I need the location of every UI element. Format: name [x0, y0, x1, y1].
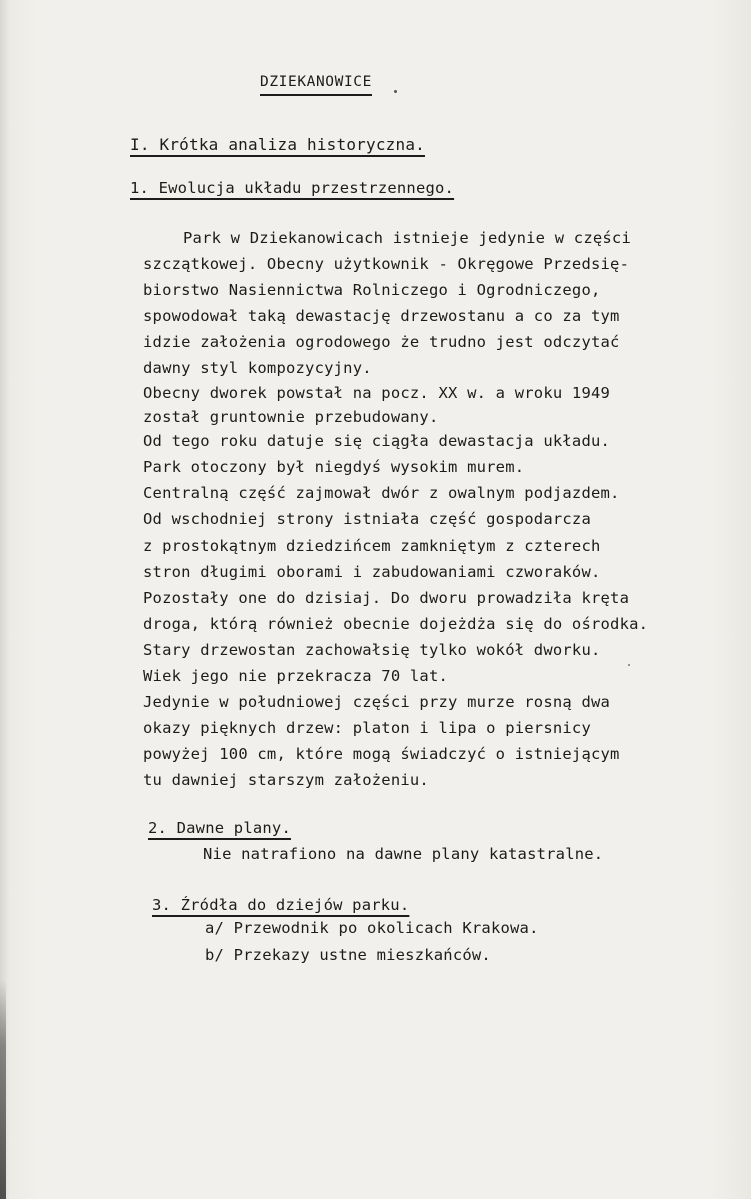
body-line-3: biorstwo Nasiennictwa Rolniczego i Ogrodniczego,: [143, 281, 601, 299]
subsection-3-heading: 3. Źródła do dziejów parku.: [152, 896, 410, 914]
body-line-13: z prostokątnym dziedzińcem zamkniętym z czterech: [143, 537, 601, 555]
body-line-20: okazy pięknych drzew: platon i lipa o piersnicy: [143, 719, 591, 737]
body-line-1: Park w Dziekanowicach istnieje jedynie w części: [183, 229, 631, 247]
body-line-8: został gruntownie przebudowany.: [143, 408, 439, 426]
subsection-2-text: Nie natrafiono na dawne plany katastralne.: [203, 845, 604, 863]
body-line-4: spowodował taką dewastację drzewostanu a co za tym: [143, 307, 620, 325]
body-line-2: szczątkowej. Obecny użytkownik - Okręgowe Przedsię-: [143, 255, 630, 273]
section-heading: I. Krótka analiza historyczna.: [130, 135, 425, 154]
body-line-22: tu dawniej starszym założeniu.: [143, 771, 429, 789]
body-line-7: Obecny dworek powstał na pocz. XX w. a wroku 1949: [143, 384, 611, 402]
body-line-11: Centralną część zajmował dwór z owalnym podjazdem.: [143, 484, 620, 502]
body-line-6: dawny styl kompozycyjny.: [143, 359, 372, 377]
body-line-5: idzie założenia ogrodowego że trudno jest odczytać: [143, 333, 620, 351]
body-line-16: droga, którą również obecnie dojeżdża się do ośrodka.: [143, 615, 649, 633]
body-line-12: Od wschodniej strony istniała część gospodarcza: [143, 510, 591, 528]
subsection-1-heading: 1. Ewolucja układu przestrzennego.: [130, 179, 455, 197]
body-line-9: Od tego roku datuje się ciągła dewastacja układu.: [143, 432, 611, 450]
source-item-b: b/ Przekazy ustne mieszkańców.: [205, 946, 491, 964]
body-line-19: Jedynie w południowej części przy murze rosną dwa: [143, 693, 611, 711]
body-line-10: Park otoczony był niegdyś wysokim murem.: [143, 458, 525, 476]
body-line-14: stron długimi oborami i zabudowaniami czworaków.: [143, 563, 601, 581]
body-line-17: Stary drzewostan zachowałsię tylko wokół dworku.: [143, 641, 601, 659]
body-line-18: Wiek jego nie przekracza 70 lat.: [143, 667, 449, 685]
body-line-15: Pozostały one do dzisiaj. Do dworu prowadziła kręta: [143, 589, 630, 607]
source-item-a: a/ Przewodnik po okolicach Krakowa.: [205, 919, 539, 937]
document-title: DZIEKANOWICE: [260, 74, 372, 90]
ink-speck: [628, 664, 630, 666]
scan-edge-shadow: [0, 980, 6, 1199]
body-line-21: powyżej 100 cm, które mogą świadczyć o istniejącym: [143, 745, 620, 763]
ink-dot: [394, 90, 397, 93]
subsection-2-heading: 2. Dawne plany.: [148, 819, 291, 837]
